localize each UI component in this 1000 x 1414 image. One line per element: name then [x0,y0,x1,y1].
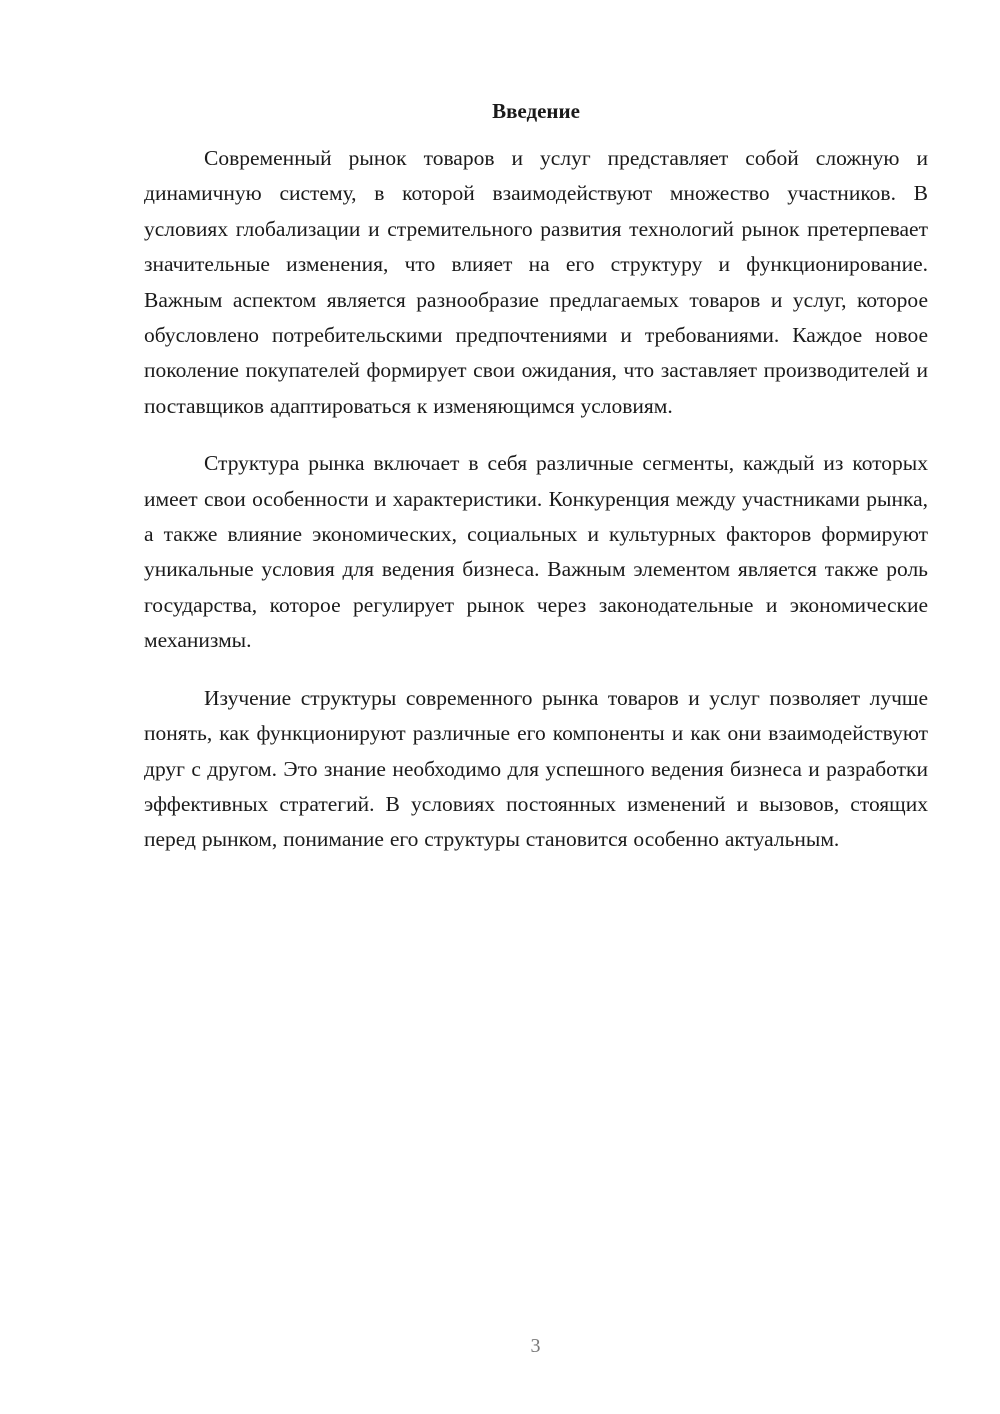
page-number: 3 [530,1335,541,1357]
paragraph-2: Структура рынка включает в себя различные сегменты, каждый из которых имеет свои особенности и характеристики. Конкуренция между участниками рынка, а также влияние экономических, социальных и культурных факторов формируют уникальные условия для ведения бизнеса. Важным элементом является также роль государства, которое регулирует рынок через законодательные и экономические механизмы. [144,451,928,653]
page-title: Введение [492,99,580,123]
page-content [144,92,928,858]
paragraph-1: Современный рынок товаров и услуг представляет собой сложную и динамичную систему, в которой взаимодействуют множество участников. В условиях глобализации и стремительного развития технологий рынок претерпевает значительные изменения, что влияет на его структуру и функционирование. Важным аспектом является разнообразие предлагаемых товаров и услуг, которое обусловлено потребительскими предпочтениями и требованиями. Каждое новое поколение покупателей формирует свои ожидания, что заставляет производителей и поставщиков адаптироваться к изменяющимся условиям. [144,146,928,418]
paragraph-3: Изучение структуры современного рынка товаров и услуг позволяет лучше понять, как функционируют различные его компоненты и как они взаимодействуют друг с другом. Это знание необходимо для успешного ведения бизнеса и разработки эффективных стратегий. В условиях постоянных изменений и вызовов, стоящих перед рынком, понимание его структуры становится особенно актуальным. [144,685,928,852]
